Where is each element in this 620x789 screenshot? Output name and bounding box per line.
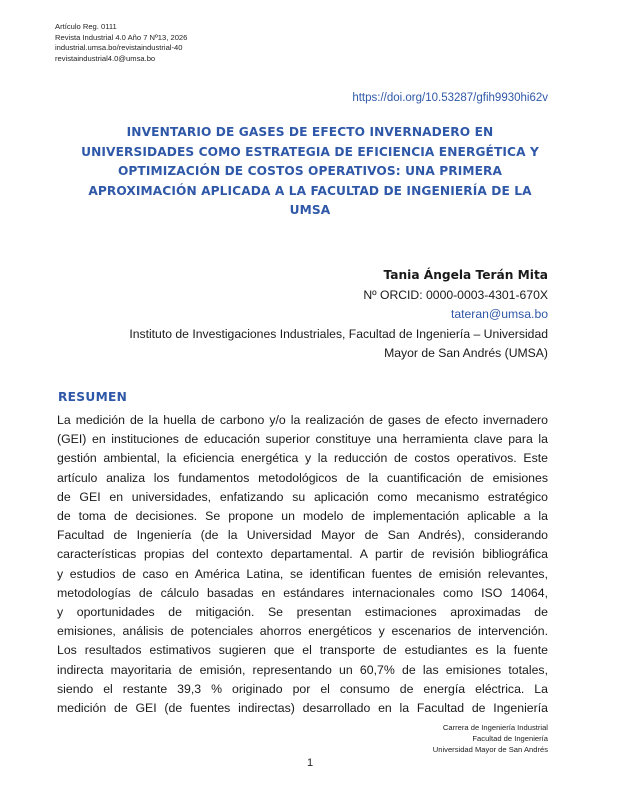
- author-email[interactable]: tateran@umsa.bo: [450, 307, 548, 322]
- abstract-line: artículo analiza los fundamentos metodológicos de la cuantificación de emisiones: [57, 470, 548, 485]
- footer-faculty: Facultad de Ingeniería: [472, 734, 548, 743]
- abstract-line: de toma de decisiones. Se propone un modelo de implementación aplicable a la: [57, 509, 548, 524]
- abstract-line: metodologías de cálculo basadas en estándares internacionales como ISO 14064,: [57, 585, 548, 600]
- abstract-line: Facultad de Ingeniería (de la Universidad Mayor de San Andrés), considerando: [57, 528, 548, 543]
- abstract-line: medición de GEI (de fuentes indirectas) desarrollado en la Facultad de Ingeniería: [57, 701, 548, 716]
- affiliation-line-2: Mayor de San Andrés (UMSA): [384, 346, 548, 361]
- abstract-line: siendo el restante 39,3 % originado por el consumo de energía eléctrica. La: [57, 681, 548, 696]
- author-name: Tania Ángela Terán Mita: [383, 268, 548, 282]
- journal-email: revistaindustrial4.0@umsa.bo: [55, 53, 156, 63]
- affiliation-line-1: Instituto de Investigaciones Industriales, Facultad de Ingeniería – Universidad: [129, 326, 548, 341]
- abstract-line: La medición de la huella de carbono y/o la realización de gases de efecto invernadero: [57, 413, 548, 427]
- doi-link[interactable]: https://doi.org/10.53287/gfih9930hi62v: [352, 92, 548, 104]
- author-block: [88, 266, 548, 364]
- footer-department: Carrera de Ingeniería Industrial: [442, 723, 548, 732]
- page-footer: [433, 722, 548, 755]
- abstract-line: de GEI en universidades, enfatizando su aplicación como mecanismo estratégico: [57, 489, 548, 504]
- journal-website: industrial.umsa.bo/revistaindustrial-40: [55, 43, 183, 52]
- abstract-line: y estudios de caso en América Latina, se identifican fuentes de emisión relevantes,: [57, 566, 548, 581]
- abstract-line: emisiones, análisis de potenciales ahorros energéticos y escenarios de intervención.: [57, 624, 548, 639]
- footer-university: Universidad Mayor de San Andrés: [432, 745, 548, 754]
- abstract-line: (GEI) en instituciones de educación superior constituye una herramienta clave para la: [57, 432, 548, 447]
- journal-issue: Revista Industrial 4.0 Año 7 Nº13, 2026: [55, 32, 188, 42]
- abstract-line: características propias del contexto departamental. A partir de revisión bibliográfica: [57, 547, 548, 562]
- author-affiliation: [88, 325, 548, 364]
- page-number: 1: [306, 757, 314, 769]
- abstract-line: Los resultados estimativos sugieren que el transporte de estudiantes es la fuente: [57, 643, 548, 658]
- abstract-line: gestión ambiental, la eficiencia energética y la reducción de costos operativos. Este: [57, 451, 548, 466]
- abstract-body: [57, 411, 548, 718]
- article-reg: Artículo Reg. 0111: [55, 22, 117, 31]
- abstract-line: y oportunidades de mitigación. Se presentan estimaciones aproximadas de: [57, 605, 548, 620]
- journal-metadata: [55, 22, 187, 64]
- abstract-heading: RESUMEN: [58, 390, 128, 404]
- author-orcid: Nº ORCID: 0000-0003-4301-670X: [363, 287, 548, 302]
- paper-title: INVENTARIO DE GASES DE EFECTO INVERNADERO EN UNIVERSIDADES COMO ESTRATEGIA DE EFICIENCIA ENERGÉTICA Y OPTIMIZACIÓN DE COSTOS OPERATIVOS: UNA PRIMERA APROXIMACIÓN APLICADA A LA FACULTAD DE INGENIERÍA DE LA UMSA: [81, 125, 539, 217]
- abstract-line: indirecta mayoritaria de emisión, representando un 60,7% de las emisiones totales,: [57, 662, 548, 677]
